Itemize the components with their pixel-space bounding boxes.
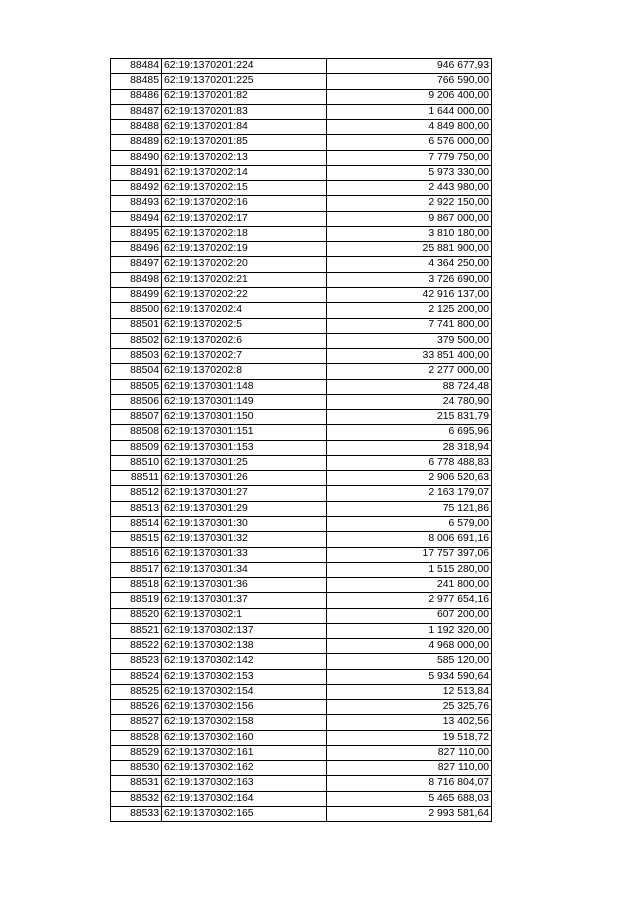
cadastral-number-cell: 62:19:1370301:34 <box>162 562 327 577</box>
cadastral-number-cell: 62:19:1370202:4 <box>162 303 327 318</box>
row-number-cell: 88489 <box>111 135 162 150</box>
table-row <box>111 715 492 730</box>
row-number-cell: 88503 <box>111 349 162 364</box>
row-number-cell: 88506 <box>111 394 162 409</box>
row-number-cell: 88527 <box>111 715 162 730</box>
row-number-cell: 88523 <box>111 654 162 669</box>
cadastral-value-cell: 6 579,00 <box>327 516 492 531</box>
cadastral-value-cell: 9 206 400,00 <box>327 89 492 104</box>
cadastral-value-cell: 2 443 980,00 <box>327 181 492 196</box>
cadastral-number-cell: 62:19:1370202:7 <box>162 349 327 364</box>
table-row <box>111 501 492 516</box>
row-number-cell: 88529 <box>111 745 162 760</box>
cadastral-number-cell: 62:19:1370202:21 <box>162 272 327 287</box>
row-number-cell: 88504 <box>111 364 162 379</box>
table-row <box>111 74 492 89</box>
table-row <box>111 242 492 257</box>
cadastral-number-cell: 62:19:1370302:158 <box>162 715 327 730</box>
cadastral-value-cell: 25 325,76 <box>327 700 492 715</box>
row-number-cell: 88532 <box>111 791 162 806</box>
cadastral-value-cell: 766 590,00 <box>327 74 492 89</box>
row-number-cell: 88492 <box>111 181 162 196</box>
cadastral-value-cell: 8 006 691,16 <box>327 532 492 547</box>
table-row <box>111 532 492 547</box>
cadastral-value-cell: 42 916 137,00 <box>327 287 492 302</box>
cadastral-number-cell: 62:19:1370302:165 <box>162 807 327 822</box>
row-number-cell: 88490 <box>111 150 162 165</box>
row-number-cell: 88509 <box>111 440 162 455</box>
row-number-cell: 88525 <box>111 684 162 699</box>
cadastral-value-cell: 24 780,90 <box>327 394 492 409</box>
cadastral-number-cell: 62:19:1370201:83 <box>162 104 327 119</box>
table-row <box>111 486 492 501</box>
row-number-cell: 88520 <box>111 608 162 623</box>
cadastral-value-cell: 5 973 330,00 <box>327 165 492 180</box>
cadastral-number-cell: 62:19:1370302:160 <box>162 730 327 745</box>
cadastral-number-cell: 62:19:1370302:153 <box>162 669 327 684</box>
table-row <box>111 639 492 654</box>
cadastral-value-cell: 33 851 400,00 <box>327 349 492 364</box>
cadastral-number-cell: 62:19:1370202:20 <box>162 257 327 272</box>
document-page <box>110 58 490 822</box>
cadastral-number-cell: 62:19:1370301:29 <box>162 501 327 516</box>
cadastral-value-cell: 19 518,72 <box>327 730 492 745</box>
cadastral-number-cell: 62:19:1370202:6 <box>162 333 327 348</box>
cadastral-value-cell: 946 677,93 <box>327 59 492 74</box>
table-row <box>111 807 492 822</box>
row-number-cell: 88501 <box>111 318 162 333</box>
cadastral-value-cell: 6 695,96 <box>327 425 492 440</box>
cadastral-number-cell: 62:19:1370301:25 <box>162 455 327 470</box>
row-number-cell: 88510 <box>111 455 162 470</box>
cadastral-value-cell: 2 922 150,00 <box>327 196 492 211</box>
row-number-cell: 88486 <box>111 89 162 104</box>
cadastral-value-cell: 585 120,00 <box>327 654 492 669</box>
table-row <box>111 730 492 745</box>
table-row <box>111 150 492 165</box>
cadastral-value-cell: 5 465 688,03 <box>327 791 492 806</box>
table-row <box>111 547 492 562</box>
row-number-cell: 88519 <box>111 593 162 608</box>
table-row <box>111 608 492 623</box>
cadastral-number-cell: 62:19:1370301:36 <box>162 578 327 593</box>
cadastral-number-cell: 62:19:1370301:151 <box>162 425 327 440</box>
cadastral-number-cell: 62:19:1370202:19 <box>162 242 327 257</box>
cadastral-number-cell: 62:19:1370302:164 <box>162 791 327 806</box>
row-number-cell: 88516 <box>111 547 162 562</box>
cadastral-number-cell: 62:19:1370301:149 <box>162 394 327 409</box>
cadastral-number-cell: 62:19:1370302:163 <box>162 776 327 791</box>
row-number-cell: 88521 <box>111 623 162 638</box>
row-number-cell: 88494 <box>111 211 162 226</box>
cadastral-number-cell: 62:19:1370302:142 <box>162 654 327 669</box>
row-number-cell: 88513 <box>111 501 162 516</box>
table-row <box>111 684 492 699</box>
cadastral-value-cell: 215 831,79 <box>327 410 492 425</box>
row-number-cell: 88496 <box>111 242 162 257</box>
cadastral-number-cell: 62:19:1370301:33 <box>162 547 327 562</box>
cadastral-number-cell: 62:19:1370202:17 <box>162 211 327 226</box>
cadastral-number-cell: 62:19:1370202:13 <box>162 150 327 165</box>
table-row <box>111 364 492 379</box>
table-row <box>111 593 492 608</box>
cadastral-number-cell: 62:19:1370202:5 <box>162 318 327 333</box>
cadastral-number-cell: 62:19:1370201:85 <box>162 135 327 150</box>
row-number-cell: 88517 <box>111 562 162 577</box>
cadastral-number-cell: 62:19:1370202:16 <box>162 196 327 211</box>
row-number-cell: 88499 <box>111 287 162 302</box>
row-number-cell: 88497 <box>111 257 162 272</box>
cadastral-number-cell: 62:19:1370301:37 <box>162 593 327 608</box>
table-row <box>111 791 492 806</box>
row-number-cell: 88495 <box>111 226 162 241</box>
cadastral-number-cell: 62:19:1370201:225 <box>162 74 327 89</box>
cadastral-number-cell: 62:19:1370301:150 <box>162 410 327 425</box>
table-row <box>111 745 492 760</box>
cadastral-number-cell: 62:19:1370301:32 <box>162 532 327 547</box>
cadastral-number-cell: 62:19:1370302:154 <box>162 684 327 699</box>
table-row <box>111 578 492 593</box>
cadastral-value-cell: 4 364 250,00 <box>327 257 492 272</box>
table-row <box>111 287 492 302</box>
table-row <box>111 59 492 74</box>
table-row <box>111 761 492 776</box>
cadastral-number-cell: 62:19:1370301:30 <box>162 516 327 531</box>
cadastral-value-cell: 2 163 179,07 <box>327 486 492 501</box>
row-number-cell: 88487 <box>111 104 162 119</box>
cadastral-value-cell: 6 778 488,83 <box>327 455 492 470</box>
row-number-cell: 88498 <box>111 272 162 287</box>
cadastral-value-cell: 3 726 690,00 <box>327 272 492 287</box>
table-row <box>111 455 492 470</box>
table-row <box>111 226 492 241</box>
cadastral-value-cell: 827 110,00 <box>327 761 492 776</box>
cadastral-value-cell: 1 515 280,00 <box>327 562 492 577</box>
cadastral-value-cell: 4 968 000,00 <box>327 639 492 654</box>
table-body <box>111 59 492 822</box>
cadastral-value-cell: 13 402,56 <box>327 715 492 730</box>
row-number-cell: 88485 <box>111 74 162 89</box>
table-row <box>111 394 492 409</box>
cadastral-number-cell: 62:19:1370302:1 <box>162 608 327 623</box>
cadastral-value-cell: 7 741 800,00 <box>327 318 492 333</box>
table-row <box>111 318 492 333</box>
cadastral-value-cell: 25 881 900,00 <box>327 242 492 257</box>
cadastral-value-cell: 75 121,86 <box>327 501 492 516</box>
row-number-cell: 88512 <box>111 486 162 501</box>
row-number-cell: 88505 <box>111 379 162 394</box>
cadastral-number-cell: 62:19:1370202:18 <box>162 226 327 241</box>
table-row <box>111 654 492 669</box>
cadastral-value-cell: 2 125 200,00 <box>327 303 492 318</box>
cadastral-value-cell: 12 513,84 <box>327 684 492 699</box>
table-row <box>111 516 492 531</box>
cadastral-number-cell: 62:19:1370201:82 <box>162 89 327 104</box>
row-number-cell: 88524 <box>111 669 162 684</box>
cadastral-number-cell: 62:19:1370301:153 <box>162 440 327 455</box>
cadastral-number-cell: 62:19:1370302:161 <box>162 745 327 760</box>
row-number-cell: 88507 <box>111 410 162 425</box>
cadastral-number-cell: 62:19:1370202:22 <box>162 287 327 302</box>
row-number-cell: 88531 <box>111 776 162 791</box>
table-row <box>111 776 492 791</box>
cadastral-number-cell: 62:19:1370301:27 <box>162 486 327 501</box>
cadastral-value-cell: 2 977 654,16 <box>327 593 492 608</box>
table-row <box>111 349 492 364</box>
row-number-cell: 88508 <box>111 425 162 440</box>
row-number-cell: 88500 <box>111 303 162 318</box>
row-number-cell: 88533 <box>111 807 162 822</box>
row-number-cell: 88522 <box>111 639 162 654</box>
cadastral-value-cell: 607 200,00 <box>327 608 492 623</box>
cadastral-value-cell: 6 576 000,00 <box>327 135 492 150</box>
table-row <box>111 272 492 287</box>
cadastral-value-cell: 2 993 581,64 <box>327 807 492 822</box>
cadastral-number-cell: 62:19:1370301:148 <box>162 379 327 394</box>
cadastral-value-cell: 1 644 000,00 <box>327 104 492 119</box>
table-row <box>111 120 492 135</box>
table-row <box>111 181 492 196</box>
table-row <box>111 425 492 440</box>
row-number-cell: 88518 <box>111 578 162 593</box>
cadastral-number-cell: 62:19:1370302:137 <box>162 623 327 638</box>
table-row <box>111 440 492 455</box>
row-number-cell: 88530 <box>111 761 162 776</box>
row-number-cell: 88484 <box>111 59 162 74</box>
table-row <box>111 669 492 684</box>
table-row <box>111 700 492 715</box>
cadastral-value-cell: 4 849 800,00 <box>327 120 492 135</box>
row-number-cell: 88502 <box>111 333 162 348</box>
table-row <box>111 471 492 486</box>
table-row <box>111 562 492 577</box>
row-number-cell: 88528 <box>111 730 162 745</box>
cadastral-number-cell: 62:19:1370202:8 <box>162 364 327 379</box>
cadastral-value-cell: 5 934 590,64 <box>327 669 492 684</box>
table-row <box>111 196 492 211</box>
row-number-cell: 88511 <box>111 471 162 486</box>
cadastral-value-cell: 241 800,00 <box>327 578 492 593</box>
table-row <box>111 623 492 638</box>
cadastral-value-cell: 7 779 750,00 <box>327 150 492 165</box>
row-number-cell: 88515 <box>111 532 162 547</box>
cadastral-number-cell: 62:19:1370301:26 <box>162 471 327 486</box>
cadastral-value-cell: 28 318,94 <box>327 440 492 455</box>
cadastral-value-cell: 827 110,00 <box>327 745 492 760</box>
cadastral-number-cell: 62:19:1370202:14 <box>162 165 327 180</box>
table-row <box>111 89 492 104</box>
table-row <box>111 165 492 180</box>
cadastral-value-cell: 1 192 320,00 <box>327 623 492 638</box>
cadastral-value-cell: 17 757 397,06 <box>327 547 492 562</box>
table-row <box>111 379 492 394</box>
cadastral-value-cell: 379 500,00 <box>327 333 492 348</box>
cadastral-number-cell: 62:19:1370201:224 <box>162 59 327 74</box>
table-row <box>111 410 492 425</box>
table-row <box>111 135 492 150</box>
table-row <box>111 104 492 119</box>
cadastral-value-cell: 2 906 520,63 <box>327 471 492 486</box>
table-row <box>111 257 492 272</box>
cadastral-number-cell: 62:19:1370302:138 <box>162 639 327 654</box>
cadastral-value-cell: 2 277 000,00 <box>327 364 492 379</box>
row-number-cell: 88493 <box>111 196 162 211</box>
table-row <box>111 303 492 318</box>
cadastral-number-cell: 62:19:1370202:15 <box>162 181 327 196</box>
row-number-cell: 88526 <box>111 700 162 715</box>
cadastral-number-cell: 62:19:1370302:162 <box>162 761 327 776</box>
cadastral-value-cell: 8 716 804,07 <box>327 776 492 791</box>
table-row <box>111 211 492 226</box>
row-number-cell: 88514 <box>111 516 162 531</box>
cadastral-value-cell: 9 867 000,00 <box>327 211 492 226</box>
cadastral-value-cell: 3 810 180,00 <box>327 226 492 241</box>
cadastral-number-cell: 62:19:1370302:156 <box>162 700 327 715</box>
cadastral-number-cell: 62:19:1370201:84 <box>162 120 327 135</box>
table-row <box>111 333 492 348</box>
cadastral-value-table <box>110 58 492 822</box>
cadastral-value-cell: 88 724,48 <box>327 379 492 394</box>
row-number-cell: 88488 <box>111 120 162 135</box>
row-number-cell: 88491 <box>111 165 162 180</box>
